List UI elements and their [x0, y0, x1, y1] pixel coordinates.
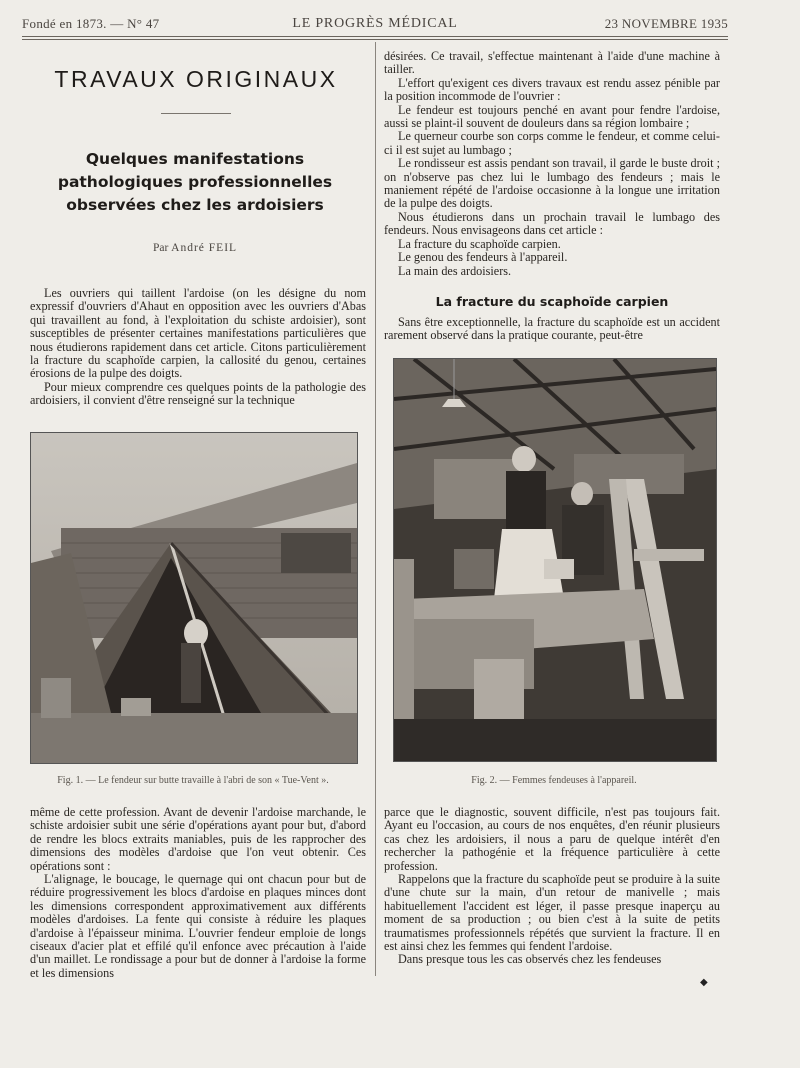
- paragraph: Pour mieux comprendre ces quelques points de la pathologie des ardoisiers, il convient d'être renseigné sur la technique: [30, 379, 366, 408]
- left-column-continued: [30, 806, 366, 980]
- end-mark-icon: ◆: [700, 977, 708, 988]
- section-title: TRAVAUX ORIGINAUX: [54, 66, 338, 92]
- paragraph: Nous étudierons dans un prochain travail le lumbago des fendeurs. Nous envisageons dans cet article :: [384, 209, 720, 238]
- paragraph: L'effort qu'exigent ces divers travaux est rendu assez pénible par la position incommode de l'ouvrier :: [384, 75, 720, 104]
- right-column-mid: [384, 316, 720, 343]
- paragraph: Sans être exceptionnelle, la fracture du scaphoïde est un accident rarement observé dans la pratique courante, peut-être: [384, 315, 720, 343]
- list-item: Le genou des fendeurs à l'appareil.: [398, 250, 568, 265]
- figure-2-photo: [393, 358, 717, 762]
- byline-prefix: Par: [152, 242, 169, 254]
- figure-1-caption: Fig. 1. — Le fendeur sur butte travaille à l'abri de son « Tue-Vent ».: [57, 775, 329, 786]
- paragraph: Les ouvriers qui taillent l'ardoise (on les désigne du nom expressif d'ouvriers d'Ahaut en opposition avec les ouvriers d'Abas qui travaillent au fond, à l'exploitation du schiste ardoisier), sont susceptibles de présenter certaines manifestations particulières que nous étudierons rapidement dans cet article. Citons particulièrement la fracture du scaphoïde carpien, la callosité du genou, certaines érosions de la pulpe des doigts.: [30, 286, 366, 381]
- column-divider: [375, 42, 376, 976]
- paragraph: désirées. Ce travail, s'effectue maintenant à l'aide d'une machine à tailler.: [384, 49, 720, 77]
- subsection-title: La fracture du scaphoïde carpien: [435, 294, 669, 309]
- figure-2-caption: Fig. 2. — Femmes fendeuses à l'appareil.: [471, 775, 637, 786]
- figure-1-photo: [30, 432, 358, 764]
- author-name: André FEIL: [171, 242, 238, 254]
- paragraph: L'alignage, le boucage, le quernage qui ont chacun pour but de réduire progressivement les blocs d'ardoise en plaques minces dont les dimensions correspondent approximativement aux différents modèles d'ardoises. La fente qui consiste à réduire les plaques d'ardoise à l'épaisseur minima. L'ouvrier fendeur emploie de longs ciseaux d'acier plat et effilé qu'il enfonce avec précaution à l'aide d'un maillet. Le rondissage a pour but de donner à l'ardoise la forme et les dimensions: [30, 872, 366, 980]
- paragraph: Le rondisseur est assis pendant son travail, il garde le buste droit ; on n'observe pas chez lui le lumbago des fendeurs ; mais le maniement répété de l'ardoise occasionne à la longue une irritation de la pulpe des doigts.: [384, 156, 720, 211]
- list-item: La main des ardoisiers.: [398, 263, 512, 278]
- paragraph: Le querneur courbe son corps comme le fendeur, et comme celui-ci il est sujet au lumbago ;: [384, 129, 720, 157]
- founded-number: Fondé en 1873. — N° 47: [22, 16, 160, 31]
- journal-name: LE PROGRÈS MÉDICAL: [292, 16, 458, 31]
- title-separator: [161, 113, 231, 114]
- list-item: La fracture du scaphoïde carpien.: [398, 236, 561, 251]
- byline: [40, 242, 350, 254]
- paragraph: Rappelons que la fracture du scaphoïde peut se produire à la suite d'une chute sur la main, d'un retour de manivelle ; mais habituellement l'accident est léger, il passe presque inaperçu au moment de sa production ; ou bien c'est à la suite de petits traumatismes professionnels répétés que survient la fracture. Il en est ainsi chez les femmes qui fendent l'ardoise.: [384, 872, 720, 954]
- header-rule-double: [22, 39, 728, 40]
- article-title: Quelques manifestations pathologiques professionnelles observées chez les ardoisiers: [57, 150, 333, 214]
- paragraph: parce que le diagnostic, souvent difficile, n'est pas toujours fait. Ayant eu l'occasion, au cours de nos enquêtes, d'en réunir plusieurs cas chez les ardoisiers, il nous a paru de quelque intérêt d'en rechercher la pathogénie et la fréquence particulière à cette profession.: [384, 805, 720, 873]
- header-rule: [22, 36, 728, 37]
- right-column-top: [384, 50, 720, 278]
- paragraph: Le fendeur est toujours penché en avant pour fendre l'ardoise, aussi se plaint-il souvent de douleurs dans sa région lombaire ;: [384, 102, 720, 131]
- paragraph: même de cette profession. Avant de devenir l'ardoise marchande, le schiste ardoisier subit une série d'opérations ayant pour but, d'abord de rendre les blocs extraits maniables, puis de les rapprocher des dimensions des modèles d'ardoise que l'on veut obtenir. Ces opérations sont :: [30, 805, 366, 873]
- running-header: [22, 14, 728, 34]
- right-column-bottom: [384, 806, 720, 967]
- left-column-intro: [30, 287, 366, 408]
- issue-date: 23 NOVEMBRE 1935: [604, 16, 728, 31]
- paragraph: Dans presque tous les cas observés chez les fendeuses: [398, 952, 662, 967]
